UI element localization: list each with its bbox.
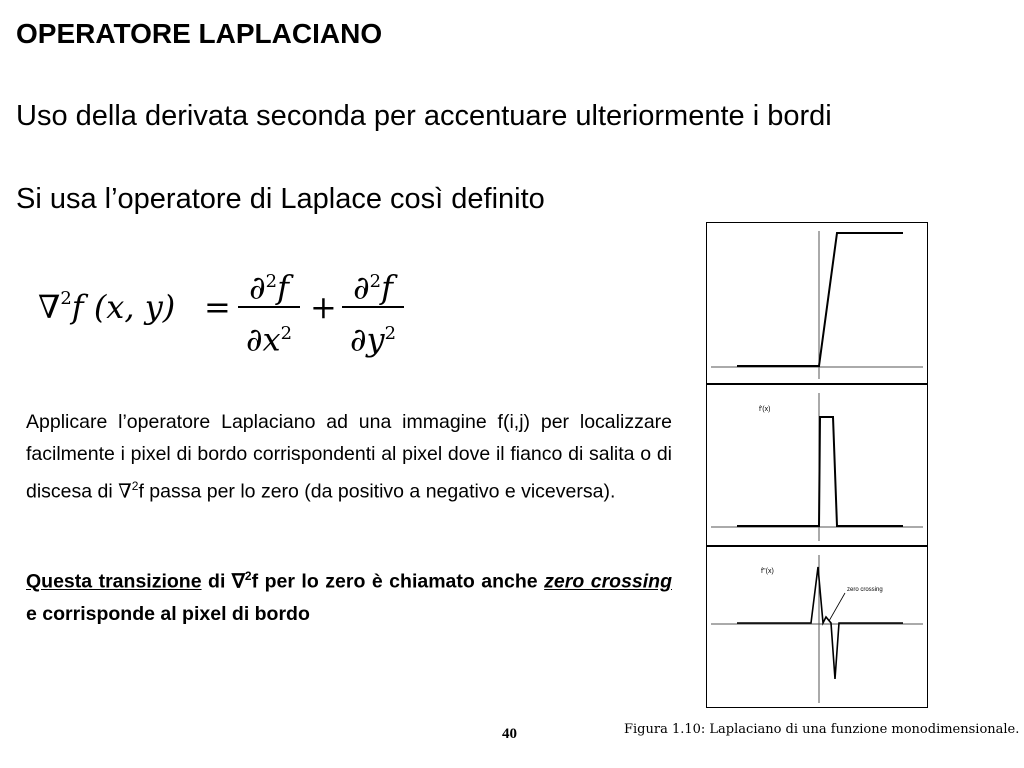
nabla-symbol: ∇ (118, 479, 132, 503)
zero-crossing-term: zero crossing (544, 570, 673, 593)
page-title: OPERATORE LAPLACIANO (16, 18, 383, 49)
plot3-label: f''(x) (761, 568, 774, 575)
plot-step-function (706, 222, 928, 384)
fraction-numerator: ∂$^2$f (249, 268, 289, 307)
paragraph-zero-crossing: Questa transizione di ∇$^2$f per lo zero è chiamato anche zero crossing e corrisponde al pixel di bordo (26, 569, 673, 625)
nabla-symbol: ∇ (231, 570, 245, 593)
equals-sign: = (204, 288, 231, 326)
subtitle: Uso della derivata seconda per accentuare ulteriormente i bordi (16, 100, 832, 132)
plot2-label: f'(x) (759, 406, 771, 413)
page-number: 40 (502, 726, 517, 742)
fraction-denominator: $\partial y^2$ (349, 320, 397, 359)
nabla-symbol: ∇ (38, 288, 61, 326)
plot-first-derivative (706, 384, 928, 546)
fraction-y (340, 258, 406, 359)
fraction-denominator: $\partial x^2$ (245, 320, 293, 359)
fraction-x (236, 258, 302, 359)
fraction-numerator: ∂$^2$f (353, 268, 393, 307)
power: 2 (60, 288, 72, 309)
plus-sign: + (310, 288, 337, 326)
zero-crossing-annotation: zero crossing (847, 587, 883, 593)
function-term: f (x, y) (71, 288, 176, 326)
subtitle-definition: Si usa l’operatore di Laplace così definito (16, 183, 545, 215)
formula-lhs (38, 288, 175, 326)
figure-caption: Figura 1.10: Laplaciano di una funzione monodimensionale. (624, 722, 1020, 737)
plot-second-derivative (706, 546, 928, 708)
paragraph-description: Applicare l’operatore Laplaciano ad una immagine f(i,j) per localizzare facilmente i pixel di bordo corrispondenti al pixel dove il fianco di salita o di discesa di ∇$^2$f passa per lo zero (da positivo a negativo e viceversa). (26, 411, 672, 503)
